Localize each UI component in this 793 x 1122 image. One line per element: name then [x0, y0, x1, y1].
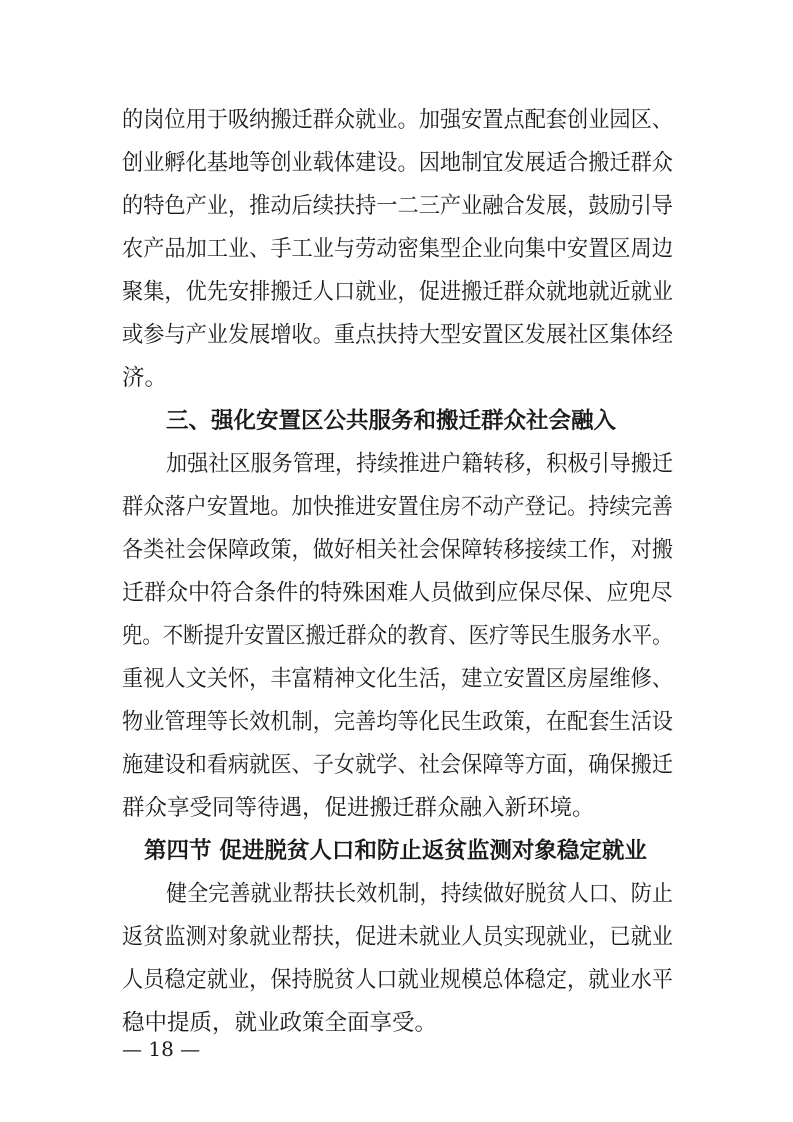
body-text-line: 的岗位用于吸纳搬迁群众就业。加强安置点配套创业园区、: [122, 107, 674, 133]
body-text-line: 群众享受同等待遇，促进搬迁群众融入新环境。: [122, 795, 595, 821]
body-text-line: 返贫监测对象就业帮扶，促进未就业人员实现就业，已就业: [122, 924, 674, 950]
body-text-line: 迁群众中符合条件的特殊困难人员做到应保尽保、应兜尽: [122, 580, 673, 606]
body-text-line: 创业孵化基地等创业载体建设。因地制宜发展适合搬迁群众: [122, 150, 674, 176]
body-text-line: 重视人文关怀，丰富精神文化生活，建立安置区房屋维修、: [122, 666, 674, 692]
body-text-line: 的特色产业，推动后续扶持一二三产业融合发展，鼓励引导: [122, 193, 674, 219]
section-heading: 第四节 促进脱贫人口和防止返贫监测对象稳定就业: [144, 838, 647, 864]
body-text-line: 兜。不断提升安置区搬迁群众的教育、医疗等民生服务水平。: [122, 623, 673, 649]
body-text-line: 聚集，优先安排搬迁人口就业，促进搬迁群众就地就近就业: [122, 279, 674, 305]
body-text-line: 稳中提质，就业政策全面享受。: [122, 1010, 438, 1036]
body-text-line: 物业管理等长效机制，完善均等化民生政策，在配套生活设: [122, 709, 674, 735]
body-text-line: 加强社区服务管理，持续推进户籍转移，积极引导搬迁: [166, 451, 674, 477]
body-text-line: 农产品加工业、手工业与劳动密集型企业向集中安置区周边: [122, 236, 674, 262]
body-text-line: 或参与产业发展增收。重点扶持大型安置区发展社区集体经: [122, 322, 674, 348]
body-text-line: 各类社会保障政策，做好相关社会保障转移接续工作，对搬: [122, 537, 674, 563]
body-text-line: 济。: [122, 365, 168, 391]
body-text-line: 人员稳定就业，保持脱贫人口就业规模总体稳定，就业水平: [122, 967, 674, 993]
body-text-line: 群众落户安置地。加快推进安置住房不动产登记。持续完善: [122, 494, 674, 520]
body-text-line: 健全完善就业帮扶长效机制，持续做好脱贫人口、防止: [166, 881, 674, 907]
body-text-line: 施建设和看病就医、子女就学、社会保障等方面，确保搬迁: [122, 752, 674, 778]
subsection-heading: 三、强化安置区公共服务和搬迁群众社会融入: [166, 408, 617, 434]
page-number: — 18 —: [122, 1037, 201, 1061]
